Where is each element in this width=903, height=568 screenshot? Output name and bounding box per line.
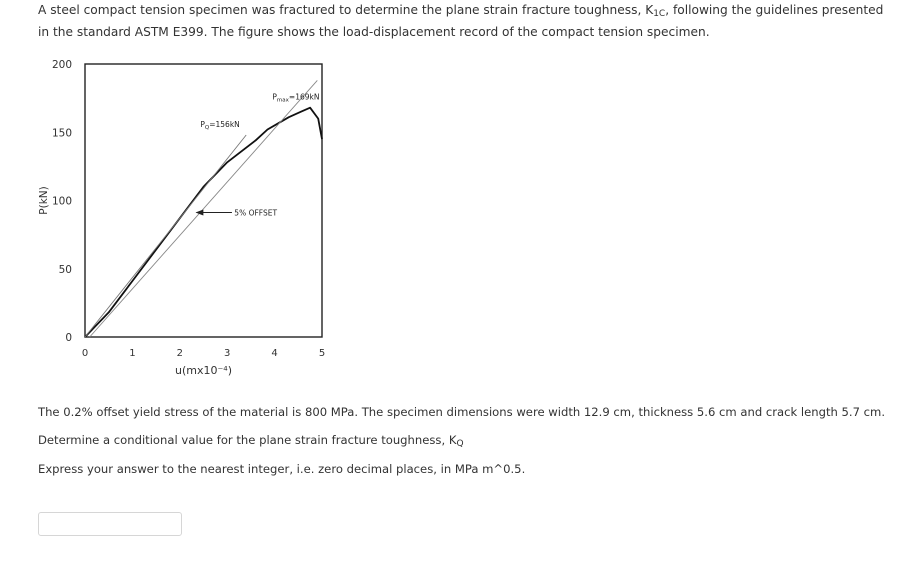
- y-tick-label: 50: [58, 263, 72, 276]
- x-tick-label: 3: [224, 348, 231, 359]
- y-tick-label: 0: [65, 332, 72, 344]
- x-axis-label: u(mx10⁻⁴): [175, 364, 232, 377]
- x-tick-label: 1: [129, 348, 136, 359]
- x-tick-label: 5: [318, 348, 326, 359]
- intro-text-part1: A steel compact tension specimen was fractured to determine the plane strain fracture toughness, K: [38, 3, 654, 17]
- y-tick-label: 150: [51, 127, 72, 140]
- kq-subscript: Q: [456, 439, 464, 449]
- x-tick-label: 0: [81, 348, 89, 359]
- yield-stress-text: The 0.2% offset yield stress of the material is 800 MPa. The specimen dimensions were width 12.9 cm, thickness 5.6 cm and crack length 5.7 cm.: [38, 405, 886, 419]
- annotation-max: $P_{max}=169kN$: [272, 92, 320, 104]
- x-tick-label: 2: [176, 348, 183, 359]
- k1c-subscript: 1C: [653, 9, 666, 19]
- intro-text-part2: , following the guidelines presented in the standard ASTM E399. The figure shows the load-displacement record of the compact tension specimen.: [38, 3, 884, 39]
- determine-text-part1: Determine a conditional value for the plane strain fracture toughness, K: [38, 433, 457, 447]
- y-tick-label: 200: [51, 59, 72, 71]
- answer-input[interactable]: [38, 512, 182, 536]
- elastic-slope-line: [85, 135, 246, 337]
- y-axis-label: P(kN): [38, 186, 50, 215]
- determine-text: [38, 432, 464, 452]
- annotation-q: $P_Q=156kN$: [200, 119, 240, 131]
- x-tick-label: 4: [271, 348, 278, 359]
- express-text: Express your answer to the nearest integer, i.e. zero decimal places, in MPa m^0.5.: [38, 462, 526, 476]
- annotation-offset-label: 5% OFFSET: [234, 208, 278, 218]
- y-tick-label: 100: [51, 195, 72, 208]
